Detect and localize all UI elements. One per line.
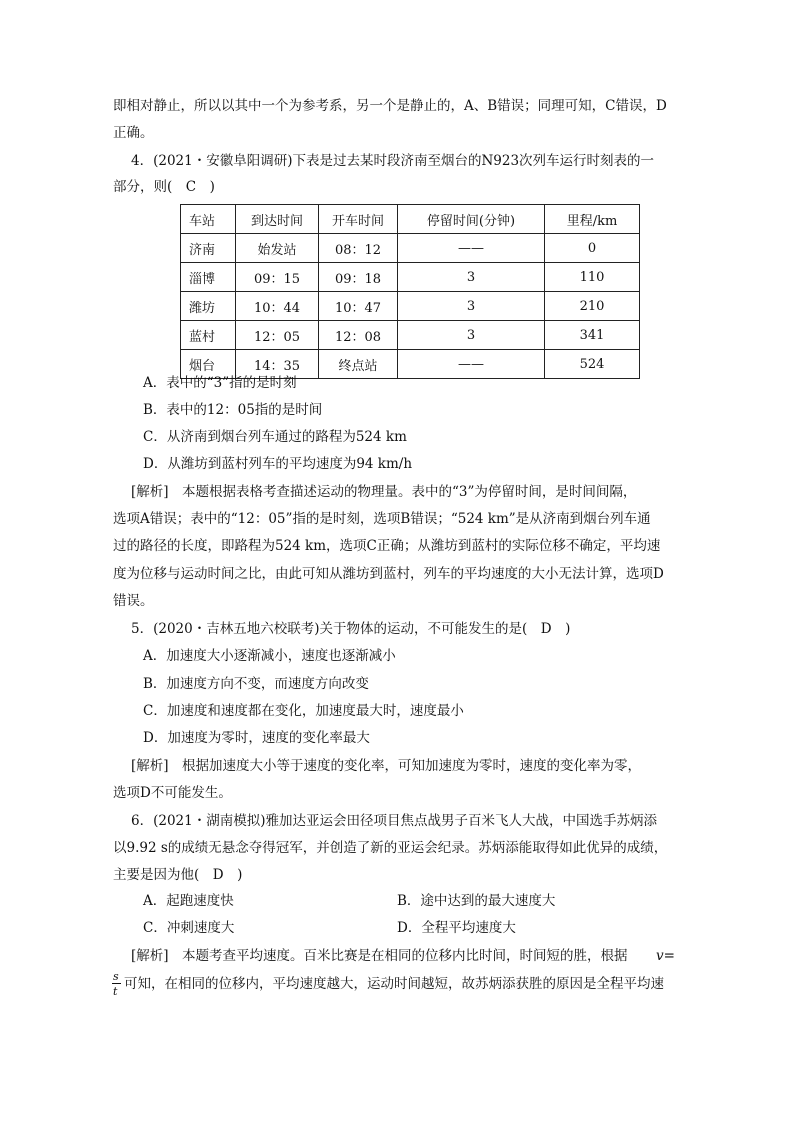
table-cell: 烟台: [181, 350, 236, 379]
paragraph-line: 即相对静止，所以以其中一个为参考系，另一个是静止的，A、B错误；同理可知，C错误，D: [113, 98, 667, 114]
table-cell: 潍坊: [181, 292, 236, 321]
table-cell: 341: [545, 321, 640, 350]
explanation-line: 可知，在相同的位移内，平均速度越大，运动时间越短，故苏炳添获胜的原因是全程平均速: [124, 976, 664, 992]
question-4-stem-cont: 部分，则( C ): [113, 179, 215, 195]
table-cell: 3: [398, 321, 545, 350]
option-a: A．起跑速度快: [143, 893, 234, 909]
explanation-line: 选项D不可能发生。: [113, 785, 232, 801]
option-b: B．表中的12：05指的是时间: [143, 402, 323, 418]
explanation-line: [解析] 本题考查平均速度。百米比赛是在相同的位移内比时间，时间短的胜，根据: [131, 948, 628, 964]
explanation-line: 错误。: [113, 593, 154, 609]
table-cell: 12：05: [236, 321, 319, 350]
explanation-line: 选项A错误；表中的“12：05”指的是时刻，选项B错误；“524 km”是从济南到烟台列车通: [113, 511, 651, 527]
question-6-stem-cont: 主要是因为他( D ): [113, 867, 243, 883]
table-header: 停留时间(分钟): [398, 205, 545, 234]
table-row: [181, 234, 640, 263]
explanation-line: [解析] 本题根据表格考查描述运动的物理量。表中的“3”为停留时间，是时间间隔，: [131, 484, 637, 500]
question-6-stem-cont: 以9.92 s的成绩无悬念夺得冠军，并创造了新的亚运会纪录。苏炳添能取得如此优异的成绩，: [113, 840, 668, 856]
train-timetable: [180, 204, 640, 379]
table-cell: 08：12: [319, 234, 398, 263]
explanation-line: 度为位移与运动时间之比，由此可知从潍坊到蓝村，列车的平均速度的大小无法计算，选项D: [113, 566, 664, 582]
option-b: B．途中达到的最大速度大: [397, 893, 556, 909]
table-cell: 14：35: [236, 350, 319, 379]
fraction-bar: [112, 983, 121, 984]
table-cell: 210: [545, 292, 640, 321]
table-cell: 10：47: [319, 292, 398, 321]
table-header-row: [181, 205, 640, 234]
table-cell: 淄博: [181, 263, 236, 292]
table-header: 车站: [181, 205, 236, 234]
option-a: A．加速度大小逐渐减小，速度也逐渐减小: [143, 648, 396, 664]
table-cell: 12：08: [319, 321, 398, 350]
question-6-stem: 6．(2021・湖南模拟)雅加达亚运会田径项目焦点战男子百米飞人大战，中国选手苏炳添: [131, 813, 657, 829]
table-cell: 09：15: [236, 263, 319, 292]
question-4-stem: 4．(2021・安徽阜阳调研)下表是过去某时段济南至烟台的N923次列车运行时刻表的一: [131, 153, 655, 169]
table-cell: 3: [398, 263, 545, 292]
table-cell: 蓝村: [181, 321, 236, 350]
table-cell: 09：18: [319, 263, 398, 292]
explanation-line: [解析] 根据加速度大小等于速度的变化率，可知加速度为零时，速度的变化率为零，: [131, 758, 642, 774]
fraction-denominator: t: [113, 985, 118, 998]
fraction-numerator: s: [113, 970, 119, 983]
option-a: A．表中的“3”指的是时刻: [143, 375, 297, 391]
table-cell: 10：44: [236, 292, 319, 321]
table-row: [181, 292, 640, 321]
option-d: D．从潍坊到蓝村列车的平均速度为94 km/h: [143, 456, 413, 472]
table-cell: 0: [545, 234, 640, 263]
table-cell: 终点站: [319, 350, 398, 379]
option-c: C．加速度和速度都在变化，加速度最大时，速度最小: [143, 703, 464, 719]
table-header: 到达时间: [236, 205, 319, 234]
table-row: [181, 263, 640, 292]
table-cell: 始发站: [236, 234, 319, 263]
table-cell: 济南: [181, 234, 236, 263]
option-c: C．冲刺速度大: [143, 920, 235, 936]
option-d: D．全程平均速度大: [397, 920, 516, 936]
table-cell: ——: [398, 234, 545, 263]
table-header: 里程/km: [545, 205, 640, 234]
table-cell: 3: [398, 292, 545, 321]
table-cell: 110: [545, 263, 640, 292]
question-5-stem: 5．(2020・吉林五地六校联考)关于物体的运动，不可能发生的是( D ): [131, 621, 571, 637]
table-row: [181, 321, 640, 350]
option-d: D．加速度为零时，速度的变化率最大: [143, 730, 370, 746]
table-cell: 524: [545, 350, 640, 379]
explanation-line: 过的路径的长度，即路程为524 km，选项C正确；从潍坊到蓝村的实际位移不确定，平均速: [113, 538, 661, 554]
option-c: C．从济南到烟台列车通过的路程为524 km: [143, 429, 407, 445]
table-cell: ——: [398, 350, 545, 379]
table-header: 开车时间: [319, 205, 398, 234]
option-b: B．加速度方向不变，而速度方向改变: [143, 676, 369, 692]
velocity-formula: v=: [656, 948, 675, 964]
paragraph-line: 正确。: [113, 125, 154, 141]
